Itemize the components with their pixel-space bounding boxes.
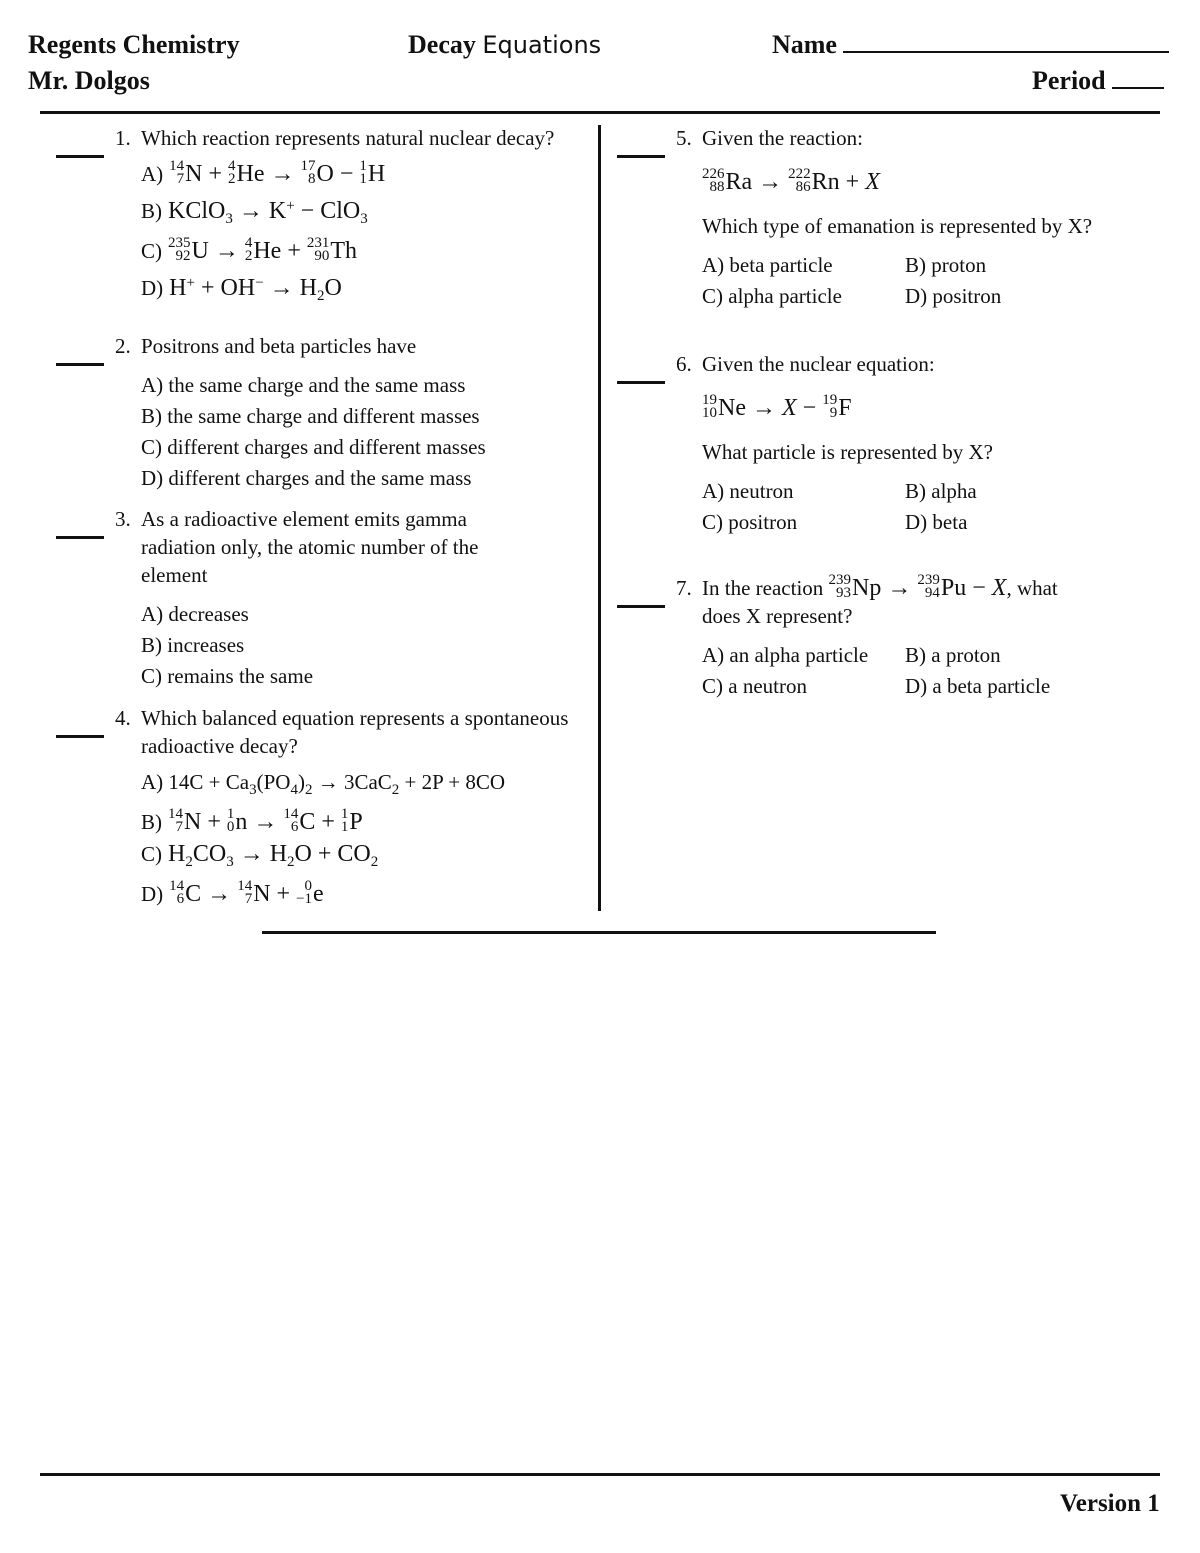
answer-blank-5[interactable]: [617, 155, 665, 158]
question-4: [115, 704, 595, 910]
question-text: Given the reaction:: [702, 126, 863, 150]
option-d[interactable]: D) $H^+ + OH^- \to H_2O$: [141, 275, 342, 304]
answer-blank-3[interactable]: [56, 536, 104, 539]
answer-blank-4[interactable]: [56, 735, 104, 738]
question-prompt: Which type of emanation is represented by X?: [702, 214, 1093, 238]
option-b[interactable]: B) a proton: [905, 643, 1001, 668]
period-label: Period: [1032, 66, 1106, 95]
option-a[interactable]: A) $14C + Ca_3(PO_4)_2 \to 3CaC_2 + 2P + 8CO$: [141, 770, 506, 798]
course-title: Regents Chemistry: [28, 30, 240, 59]
option-d[interactable]: D) a beta particle: [905, 674, 1051, 699]
answer-blank-7[interactable]: [617, 605, 665, 608]
period-blank[interactable]: [1112, 87, 1164, 89]
option-a[interactable]: A) beta particle: [702, 253, 833, 277]
page-title: [408, 30, 601, 60]
question-text-continued: does X represent?: [702, 604, 853, 629]
nuclear-equation: 19 10 Ne → X − 19 9 F: [702, 392, 852, 422]
question-number: 7.: [676, 576, 692, 600]
title-rest: Equations: [482, 31, 602, 59]
option-d[interactable]: D) positron: [905, 284, 1002, 308]
name-field[interactable]: [772, 30, 1169, 60]
question-number: 2.: [115, 334, 131, 358]
answer-blank-6[interactable]: [617, 381, 665, 384]
question-1: [115, 124, 575, 312]
column-divider: [598, 125, 601, 911]
question-number: 3.: [115, 507, 131, 531]
question-number: 4.: [115, 706, 131, 730]
option-a[interactable]: A) an alpha particle: [702, 643, 869, 668]
question-text: Positrons and beta particles have: [141, 334, 417, 358]
question-2: [115, 332, 585, 494]
answer-blank-2[interactable]: [56, 363, 104, 366]
question-text: In the reaction 239 93 Np → 239 94 Pu − X, what: [702, 572, 1058, 602]
reaction-equation: 226 88 Ra → 222 86 Rn + X: [702, 166, 880, 196]
option-b[interactable]: B) alpha: [905, 479, 977, 503]
option-c[interactable]: C) positron: [702, 510, 798, 534]
footer-rule: [40, 1473, 1160, 1476]
option-b[interactable]: B) KClO$_3$ → K+ − ClO$_3$: [141, 198, 368, 227]
option-b[interactable]: B) 14 7 N + 1 0 n → 14 6 C + 1 1 P: [141, 806, 363, 836]
question-number: 5.: [676, 126, 692, 150]
option-b[interactable]: B) proton: [905, 253, 987, 277]
question-text: As a radioactive element emits gamma radiation only, the atomic number of the element: [141, 507, 479, 587]
question-number: 6.: [676, 352, 692, 376]
question-6: [676, 350, 1156, 538]
option-c[interactable]: C) a neutron: [702, 674, 807, 699]
teacher-name: Mr. Dolgos: [28, 66, 150, 95]
option-c[interactable]: C) remains the same: [141, 664, 314, 688]
option-b[interactable]: B) the same charge and different masses: [141, 404, 480, 428]
question-prompt: What particle is represented by X?: [702, 440, 993, 464]
option-a[interactable]: A) decreases: [141, 602, 249, 626]
question-text: Given the nuclear equation:: [702, 352, 935, 376]
question-text: Which reaction represents natural nuclear decay?: [141, 126, 555, 150]
name-blank[interactable]: [843, 51, 1169, 53]
option-b[interactable]: B) increases: [141, 633, 245, 657]
period-field[interactable]: [1032, 66, 1164, 96]
version-label: Version 1: [1060, 1490, 1160, 1517]
option-d[interactable]: D) 14 6 C → 14 7 N + 0 −1 e: [141, 878, 324, 908]
option-c[interactable]: C) alpha particle: [702, 284, 842, 308]
option-d[interactable]: D) different charges and the same mass: [141, 466, 472, 490]
option-c[interactable]: C) 235 92 U → 4 2 He + 231 90 Th: [141, 235, 358, 265]
option-a[interactable]: A) the same charge and the same mass: [141, 373, 466, 397]
option-c[interactable]: C) different charges and different masses: [141, 435, 486, 459]
header-rule: [40, 111, 1160, 114]
option-a[interactable]: A) 14 7 N + 4 2 He → 17 8 O − 1 1 H: [141, 158, 386, 188]
title-bold: Decay: [408, 30, 476, 59]
question-7: [676, 574, 1166, 702]
option-c[interactable]: C) $H_2CO_3 \to H_2O + CO_2$: [141, 841, 379, 870]
answer-blank-1[interactable]: [56, 155, 104, 158]
option-a[interactable]: A) neutron: [702, 479, 794, 503]
question-3: [115, 505, 545, 692]
question-5: [676, 124, 1156, 312]
content-end-rule: [262, 931, 936, 934]
question-number: 1.: [115, 126, 131, 150]
name-label: Name: [772, 30, 837, 59]
question-text: Which balanced equation represents a spontaneous radioactive decay?: [141, 706, 569, 758]
option-d[interactable]: D) beta: [905, 510, 968, 534]
